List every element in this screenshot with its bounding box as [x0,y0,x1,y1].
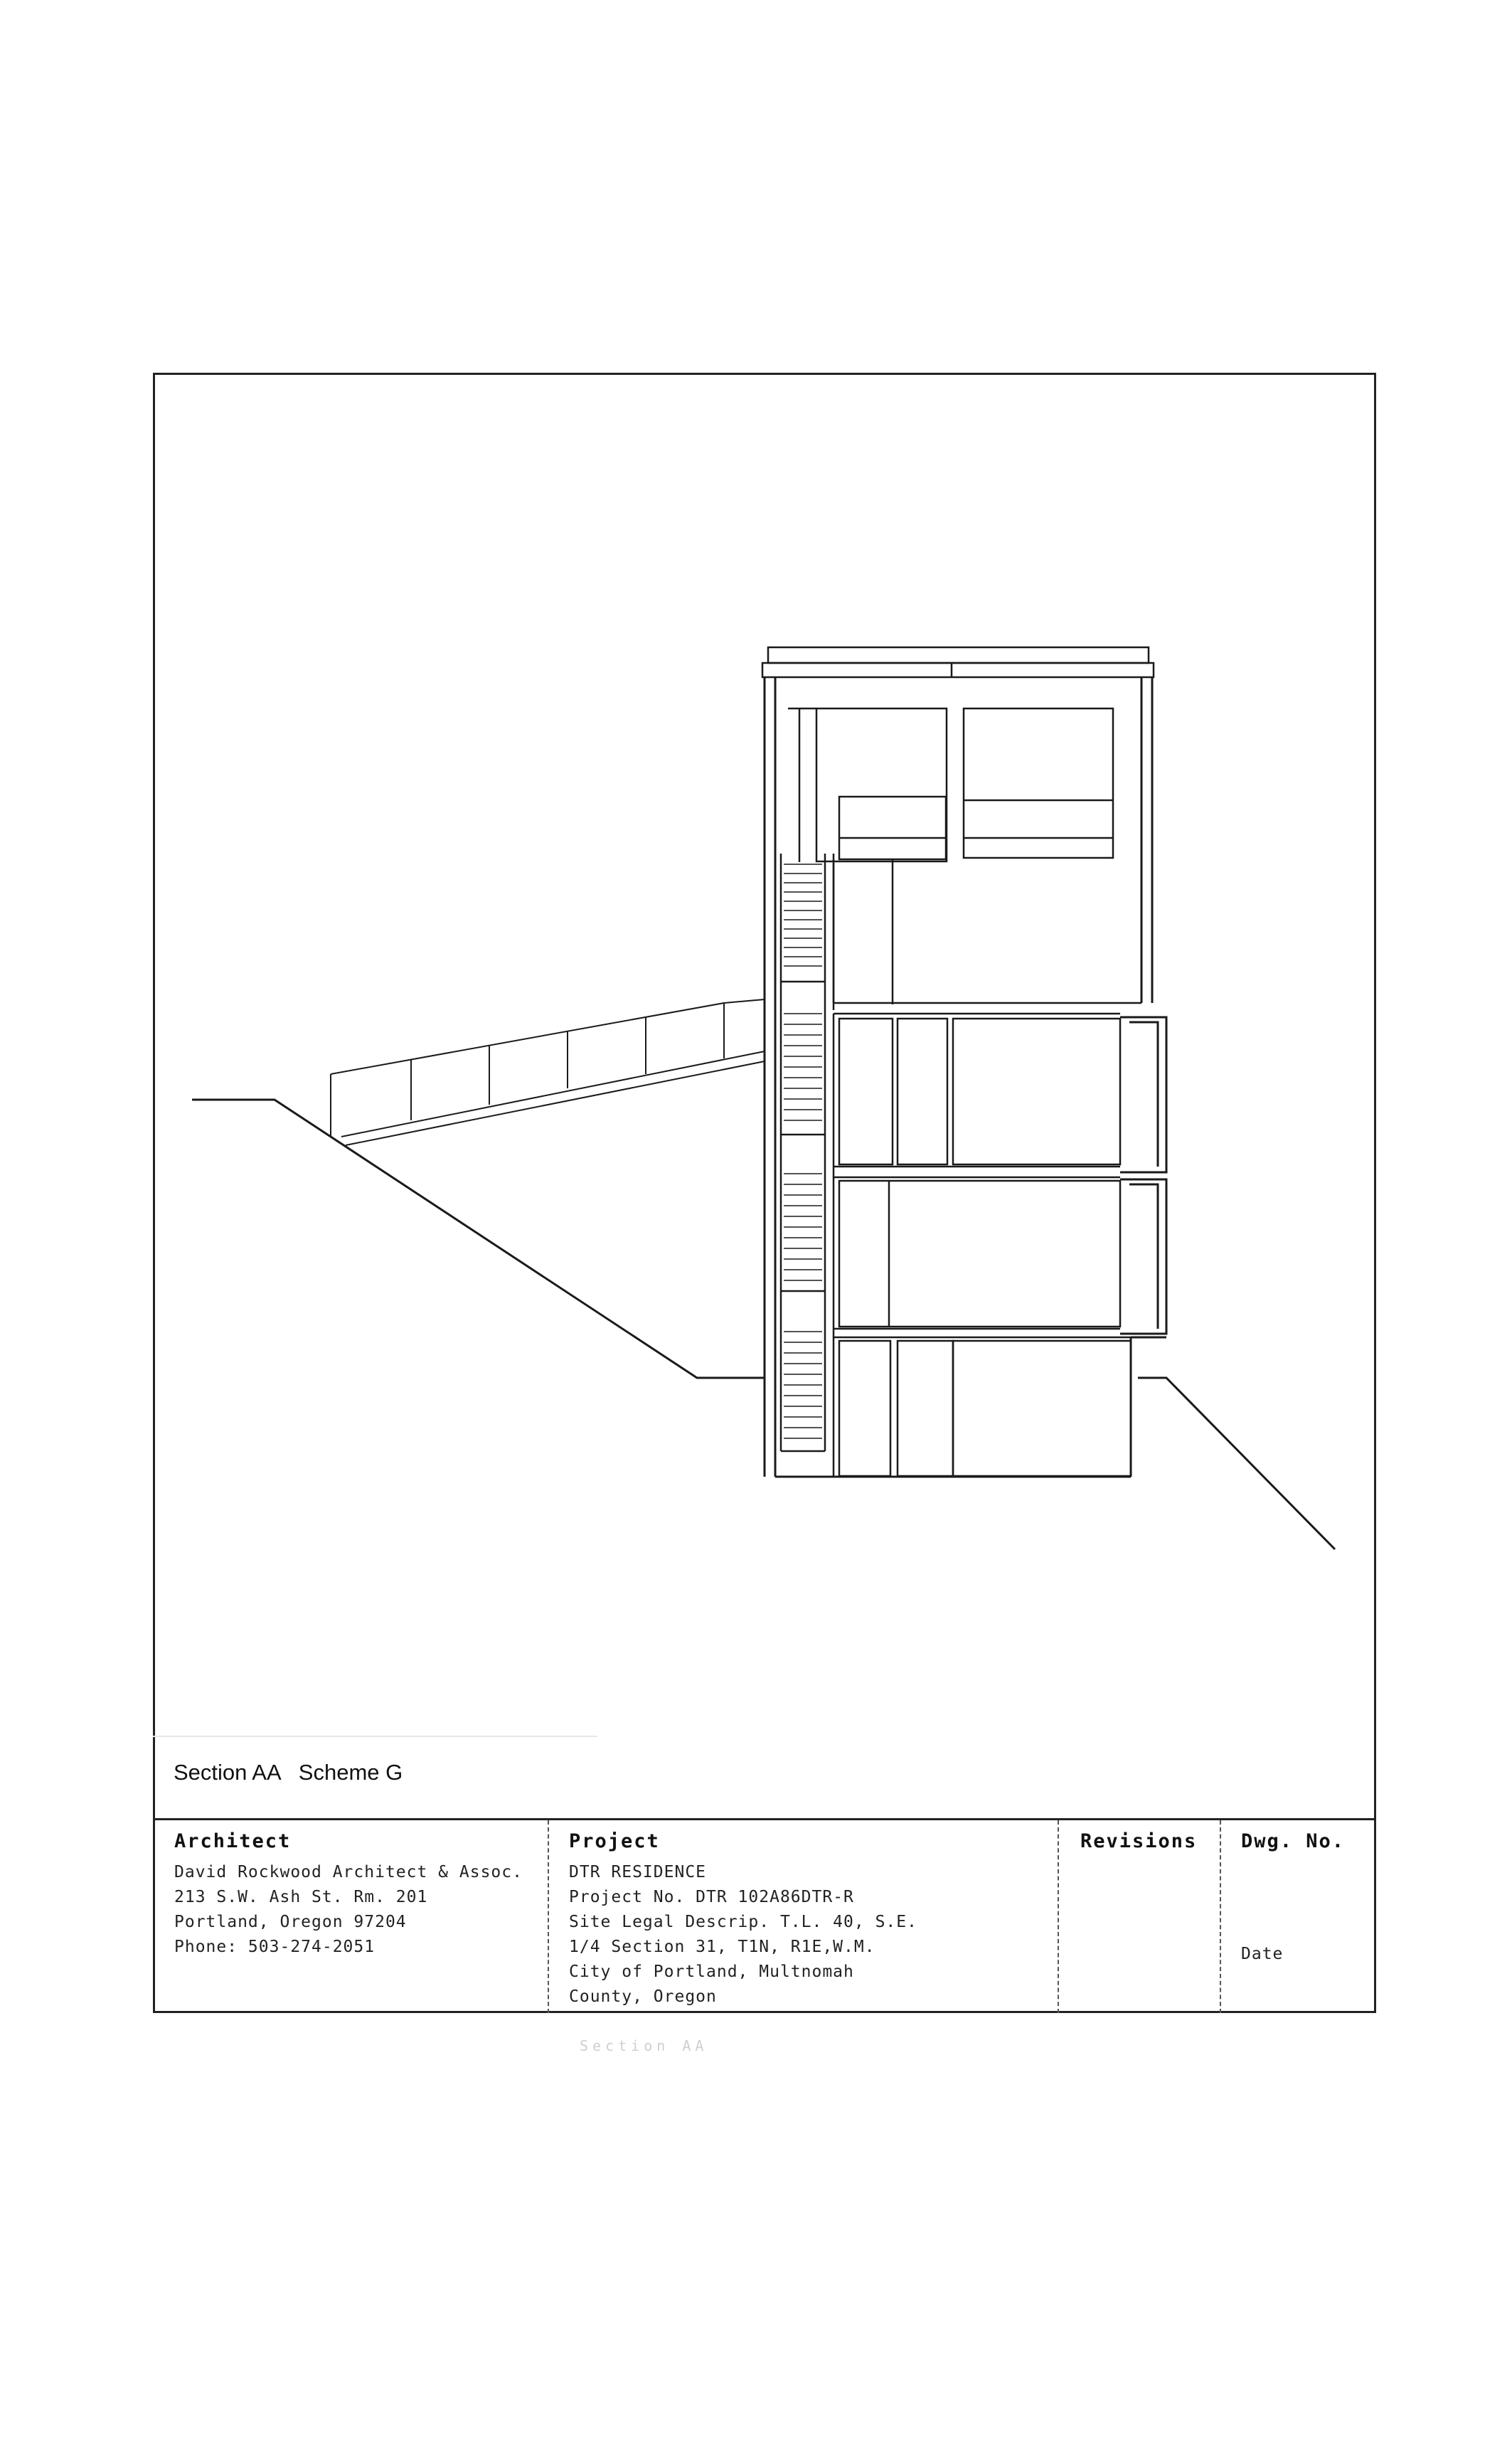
drawing-caption: Section AA Scheme G [174,1760,403,1785]
revisions-column [1058,1820,1221,2013]
lower-floor-rooms [834,1014,1131,1477]
architect-column [153,1820,548,2013]
revisions-heading: Revisions [1080,1830,1198,1852]
project-heading: Project [569,1830,660,1852]
faint-label: Section AA [580,2037,708,2054]
project-line: Site Legal Descrip. T.L. 40, S.E. [569,1913,917,1931]
title-block [153,1818,1376,2013]
floor-slabs [834,1167,1131,1337]
retaining-wall [331,999,765,1145]
architect-line: Phone: 503-274-2051 [174,1938,376,1956]
project-line: DTR RESIDENCE [569,1863,707,1881]
project-line: City of Portland, Multnomah [569,1963,854,1981]
architect-heading: Architect [174,1830,292,1852]
project-line: 1/4 Section 31, T1N, R1E,W.M. [569,1938,875,1956]
drawing-number-column [1220,1820,1375,2013]
project-line: County, Oregon [569,1987,717,2006]
ground-line-right [1138,1378,1335,1549]
roof [762,647,1154,677]
architect-line: 213 S.W. Ash St. Rm. 201 [174,1888,428,1906]
upper-floor-rooms [788,708,1141,1014]
project-line: Project No. DTR 102A86DTR-R [569,1888,854,1906]
architect-line: David Rockwood Architect & Assoc. [174,1863,523,1881]
ground-line-left [192,1100,765,1378]
date-label: Date [1241,1945,1284,1963]
stair-tower [781,854,834,1451]
stair-treads [784,864,822,1438]
project-column [548,1820,1059,2013]
caption-rule [153,1736,597,1737]
dwg-no-heading: Dwg. No. [1241,1830,1346,1852]
architect-line: Portland, Oregon 97204 [174,1913,407,1931]
